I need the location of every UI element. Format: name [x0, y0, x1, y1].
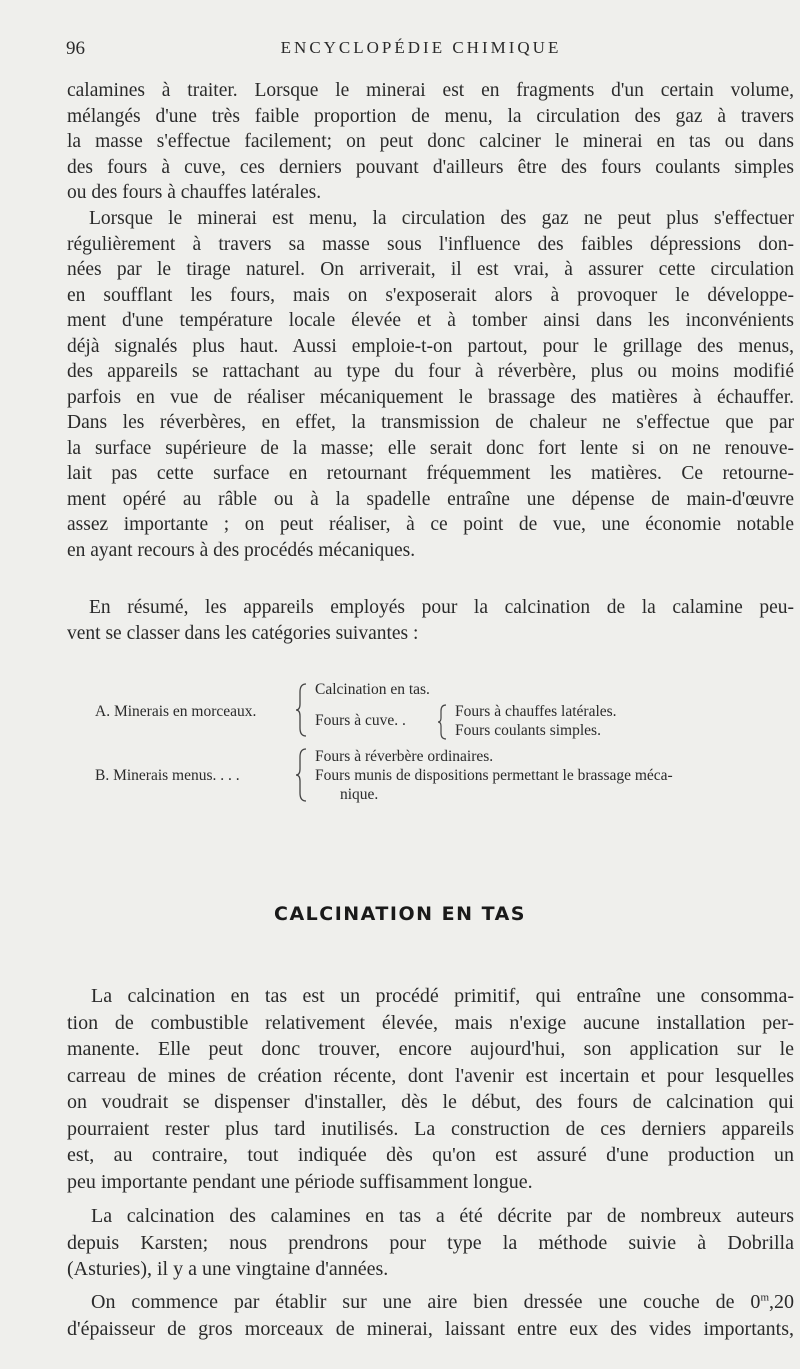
text-line: déjà signalés plus haut. Aussi emploie-t-on partout, pour le grillage des menus,: [67, 335, 794, 357]
text-fragment: ,20: [769, 1291, 794, 1313]
text-line: La calcination en tas est un procédé primitif, qui entraîne une consomma-: [91, 985, 794, 1007]
brace-a: [294, 680, 310, 740]
page-header: [62, 38, 780, 64]
text-line: manente. Elle peut donc trouver, encore aujourd'hui, son application sur le: [67, 1038, 794, 1060]
category-a-item-fours-cuve: Fours à cuve. .: [315, 712, 406, 729]
category-b-item-brassage: Fours munis de dispositions permettant le brassage méca-: [315, 767, 673, 784]
text-line: Dans les réverbères, en effet, la transmission de chaleur ne s'effectue que par: [67, 412, 794, 433]
text-line: est, au contraire, tout indiquée dès qu'on est assuré d'une production un: [67, 1144, 794, 1166]
text-line: on voudrait se dispenser d'installer, dès le début, des fours de calcination qui: [67, 1091, 794, 1113]
text-line: en ayant recours à des procédés mécaniques.: [67, 539, 416, 561]
text-line: régulièrement à travers sa masse sous l'influence des faibles dépressions don-: [67, 233, 794, 255]
text-line: nées par le tirage naturel. On arriverait, il est vrai, à assurer cette circulation: [67, 259, 794, 280]
category-b-item-reverbere: Fours à réverbère ordinaires.: [315, 748, 494, 765]
text-line: la masse s'effectue facilement; on peut donc calciner le minerai en tas ou dans: [67, 131, 794, 152]
text-line: depuis Karsten; nous prendrons pour type la méthode suivie à Dobrilla: [67, 1231, 794, 1254]
text-line: En résumé, les appareils employés pour la calcination de la calamine peu-: [89, 597, 794, 618]
category-a-sub-chauffes: Fours à chauffes latérales.: [455, 703, 617, 720]
text-fragment: On commence par établir sur une aire bien dressée une couche de 0: [91, 1291, 761, 1313]
text-line: ou des fours à chauffes latérales.: [67, 182, 322, 203]
text-line: ment opéré au râble ou à la spadelle entraîne une dépense de main-d'œuvre: [67, 488, 794, 510]
text-line: La calcination des calamines en tas a été décrite par de nombreux auteurs: [91, 1205, 794, 1227]
category-b-item-brassage-cont: nique.: [340, 786, 379, 803]
paragraph-minerai-menu: [67, 206, 794, 563]
text-line: en soufflant les fours, mais on s'exposerait alors à provoquer le développe-: [67, 284, 794, 306]
category-a-sub-coulants: Fours coulants simples.: [455, 722, 601, 739]
text-line: parfois en vue de réaliser mécaniquement le brassage des matières à échauffer.: [67, 386, 794, 408]
text-line: pourraient rester plus tard inutilisés. La construction de ces derniers appareils: [67, 1117, 794, 1140]
paragraph-aire: [67, 1289, 794, 1342]
text-line: la surface supérieure de la masse; elle serait donc fort lente si on ne renouve-: [67, 437, 794, 459]
text-line: des appareils se rattachant au type du four à réverbère, plus ou moins modifié: [67, 361, 794, 382]
text-line: [67, 1289, 794, 1316]
paragraph-karsten: [67, 1203, 794, 1283]
paragraph-resume: [67, 595, 794, 646]
page-number: 96: [66, 38, 85, 59]
text-line: ment d'une température locale élevée et à tomber ainsi dans les inconvénients: [67, 310, 794, 331]
category-a-item-calcination: Calcination en tas.: [315, 681, 430, 698]
text-line: lait pas cette surface en retournant fréquemment les matières. Ce retourne-: [67, 463, 794, 484]
text-line: calamines à traiter. Lorsque le minerai est en fragments d'un certain volume,: [67, 80, 794, 101]
category-a-label: A. Minerais en morceaux.: [95, 703, 257, 720]
text-line: mélangés d'une très faible proportion de menu, la circulation des gaz à travers: [67, 105, 794, 127]
superscript-unit: m: [760, 1291, 769, 1304]
section-title: CALCINATION EN TAS: [274, 903, 526, 925]
text-line: carreau de mines de création récente, dont l'avenir est incertain et pour lesquelles: [67, 1064, 794, 1087]
paragraph-calamines: [67, 78, 794, 206]
text-line: peu importante pendant une période suffisamment longue.: [67, 1170, 533, 1193]
text-line: des fours à cuve, ces derniers pouvant d'ailleurs être des fours coulants simples: [67, 156, 794, 178]
text-line: (Asturies), il y a une vingtaine d'années.: [67, 1258, 389, 1280]
text-line: assez importante ; on peut réaliser, à ce point de vue, une économie notable: [67, 514, 794, 535]
text-line: vent se classer dans les catégories suivantes :: [67, 622, 419, 644]
text-line: tion de combustible relativement élevée, mais n'exige aucune installation per-: [67, 1011, 794, 1034]
running-title: ENCYCLOPÉDIE CHIMIQUE: [280, 38, 562, 57]
text-line: Lorsque le minerai est menu, la circulation des gaz ne peut plus s'effectuer: [89, 208, 794, 229]
brace-b: [294, 745, 310, 805]
text-line: d'épaisseur de gros morceaux de minerai, laissant entre eux des vides importants,: [67, 1317, 794, 1340]
category-b-label: B. Minerais menus. . . .: [95, 767, 240, 784]
paragraph-calcination-tas: [67, 983, 794, 1195]
brace-a-sub: [436, 703, 450, 741]
